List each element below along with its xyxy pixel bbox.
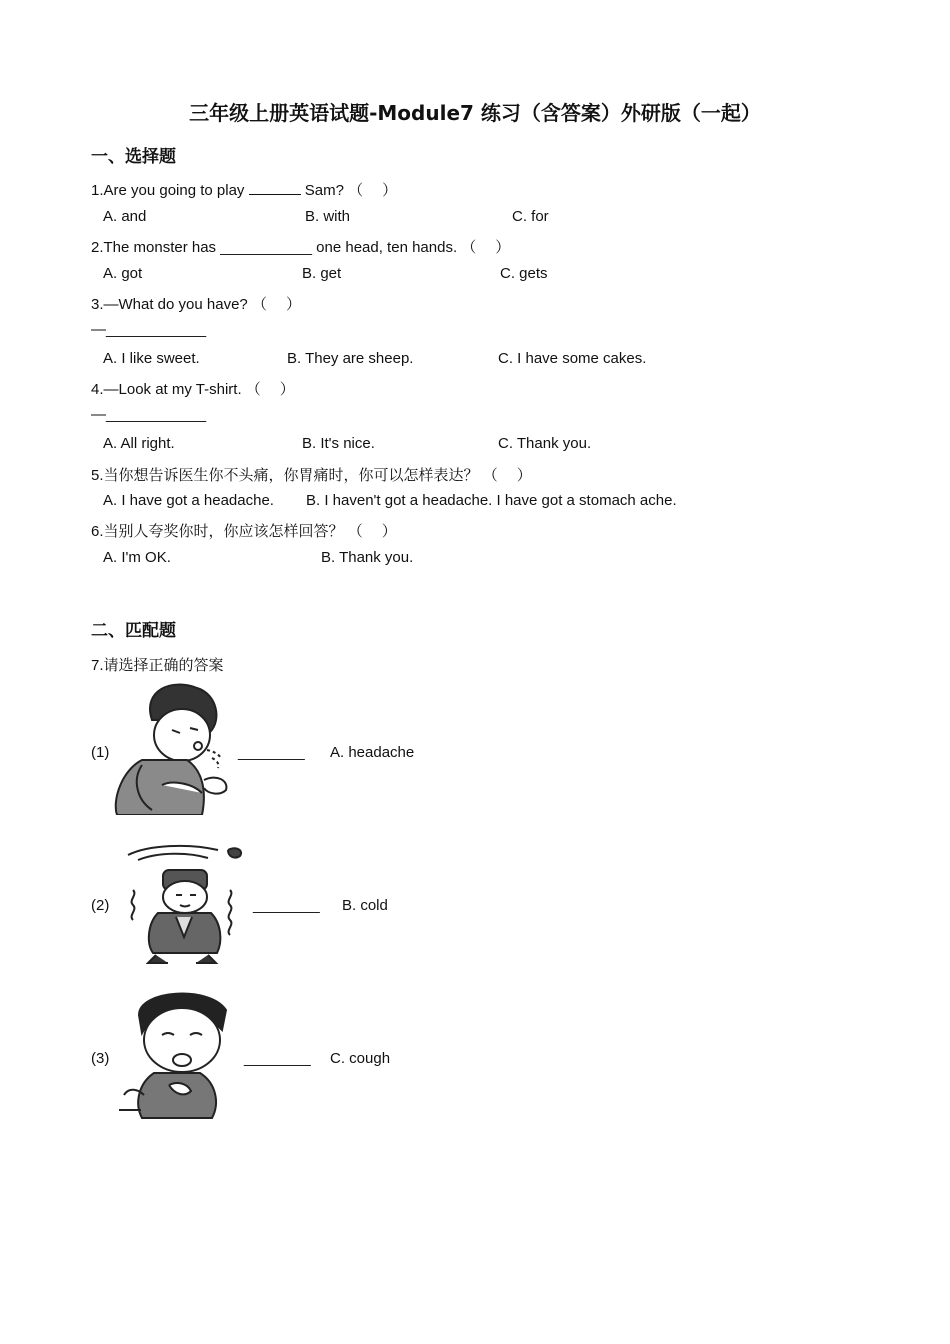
- answer-paren: （ ）: [461, 239, 513, 256]
- answer-line: —____________: [91, 321, 207, 338]
- question-4: [91, 378, 297, 399]
- option-b: B. with: [305, 208, 351, 225]
- page-title: 三年级上册英语试题-Module7 练习（含答案）外研版（一起）: [189, 101, 761, 125]
- option-a: A. got: [103, 265, 143, 282]
- question-1: [91, 179, 399, 200]
- question-6-text: 6.当别人夸奖你时，你应该怎样回答？: [91, 523, 344, 540]
- section-heading-matching: 二、匹配题: [91, 621, 176, 641]
- option-a: A. I'm OK.: [103, 549, 171, 566]
- match-item-2-number: (2): [91, 897, 110, 914]
- option-b: B. It's nice.: [302, 435, 375, 452]
- question-5-text: 5.当你想告诉医生你不头痛，你胃痛时，你可以怎样表达？: [91, 467, 479, 484]
- option-c: C. I have some cakes.: [498, 350, 647, 367]
- match-item-1-number: (1): [91, 744, 110, 761]
- question-3: [91, 293, 303, 314]
- answer-paren: （ ）: [348, 182, 400, 199]
- question-4-text: 4.—Look at my T-shirt.: [91, 381, 242, 398]
- option-a: A. and: [103, 208, 147, 225]
- question-2-text: 2.The monster has ___________ one head, ten hands.: [91, 239, 458, 256]
- question-1-suffix: Sam?: [300, 182, 344, 199]
- answer-paren: （ ）: [251, 296, 303, 313]
- option-a: A. All right.: [103, 435, 175, 452]
- answer-paren: （ ）: [347, 523, 399, 540]
- match-item-2-blank: ________: [253, 897, 320, 914]
- question-2: [91, 236, 512, 257]
- cold-illustration: [118, 835, 248, 965]
- option-c: C. gets: [500, 265, 548, 282]
- option-b: B. get: [302, 265, 342, 282]
- match-item-1-choice: A. headache: [330, 744, 415, 761]
- question-6: [91, 520, 399, 541]
- section-heading-choice: 一、选择题: [91, 147, 176, 167]
- match-item-3-blank: ________: [244, 1050, 311, 1067]
- answer-paren: （ ）: [482, 467, 534, 484]
- question-3-text: 3.—What do you have?: [91, 296, 248, 313]
- match-item-1-blank: ________: [238, 744, 305, 761]
- option-a: A. I have got a headache.: [103, 492, 274, 509]
- answer-line: —____________: [91, 406, 207, 423]
- question-1-prefix: 1.Are you going to play: [91, 182, 249, 199]
- answer-paren: （ ）: [245, 381, 297, 398]
- answer-blank: [249, 181, 301, 195]
- question-5: [91, 464, 534, 485]
- match-item-2-choice: B. cold: [342, 897, 388, 914]
- match-item-3-choice: C. cough: [330, 1050, 391, 1067]
- cough-illustration: [112, 680, 237, 815]
- question-7: 7.请选择正确的答案: [91, 657, 224, 674]
- headache-illustration: [114, 985, 239, 1123]
- option-a: A. I like sweet.: [103, 350, 200, 367]
- option-c: C. for: [512, 208, 549, 225]
- option-b: B. I haven't got a headache. I have got a stomach ache.: [306, 492, 677, 509]
- option-b: B. Thank you.: [321, 549, 414, 566]
- option-c: C. Thank you.: [498, 435, 592, 452]
- match-item-3-number: (3): [91, 1050, 110, 1067]
- option-b: B. They are sheep.: [287, 350, 414, 367]
